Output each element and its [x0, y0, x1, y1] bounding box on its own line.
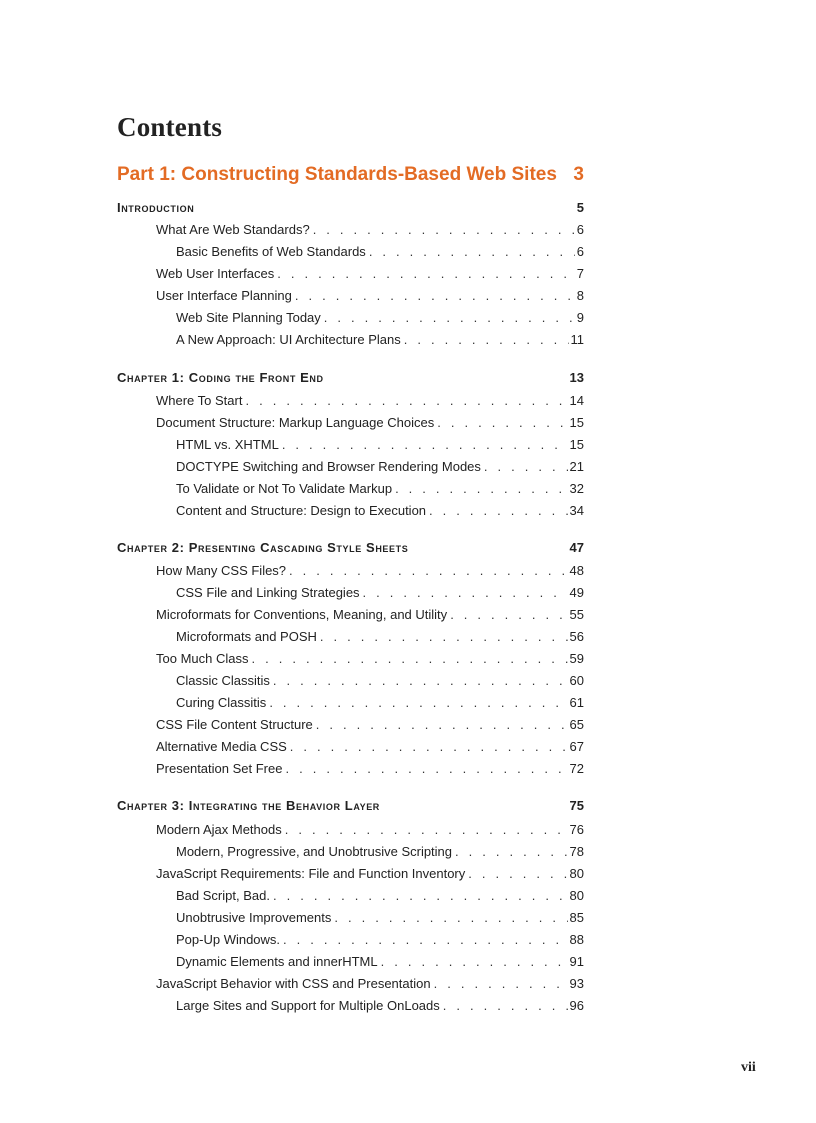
toc-entry-page: 48: [569, 563, 584, 578]
toc-entry-page: 6: [576, 244, 584, 259]
dot-leader: [363, 585, 568, 600]
section-heading-chapter-1[interactable]: [117, 370, 584, 385]
dot-leader: [437, 415, 567, 430]
toc-entry-page: 91: [569, 954, 584, 969]
toc-entry-label: Modern, Progressive, and Unobtrusive Scripting: [176, 844, 453, 859]
dot-leader: [269, 695, 567, 710]
toc-entry[interactable]: [156, 866, 584, 881]
toc-entry-page: 15: [569, 437, 584, 452]
section-title: Introduction: [117, 200, 195, 215]
toc-entry-label: Alternative Media CSS: [156, 739, 287, 754]
toc-entry-label: JavaScript Requirements: File and Function Inventory: [156, 866, 466, 881]
part-heading[interactable]: [117, 164, 584, 186]
toc-entry-page: 55: [569, 607, 584, 622]
toc-entry-page: 80: [569, 888, 584, 903]
dot-leader: [434, 976, 568, 991]
toc-entry-label: What Are Web Standards?: [156, 222, 310, 237]
dot-leader: [295, 288, 575, 303]
toc-entry[interactable]: [176, 585, 584, 600]
page-number: vii: [741, 1060, 756, 1075]
dot-leader: [484, 459, 568, 474]
part-page: 3: [573, 164, 584, 185]
section-heading-introduction[interactable]: [117, 200, 584, 215]
toc-entry[interactable]: [176, 332, 584, 347]
dot-leader: [251, 651, 567, 666]
toc-entry[interactable]: [176, 244, 584, 259]
dot-leader: [443, 998, 568, 1013]
toc-entry-page: 34: [569, 503, 584, 518]
section-page: 47: [569, 540, 584, 555]
toc-entry-label: Basic Benefits of Web Standards: [176, 244, 366, 259]
toc-entry-label: Microformats for Conventions, Meaning, and Utility: [156, 607, 448, 622]
toc-entry[interactable]: [156, 222, 584, 237]
toc-entry-page: 96: [569, 998, 584, 1013]
toc-entry-page: 61: [569, 695, 584, 710]
toc-entry-label: Curing Classitis: [176, 695, 267, 710]
dot-leader: [290, 739, 568, 754]
toc-entry-label: To Validate or Not To Validate Markup: [176, 481, 393, 496]
toc-entry-page: 9: [576, 310, 584, 325]
toc-entry[interactable]: [176, 888, 584, 903]
dot-leader: [320, 629, 568, 644]
toc-entry-page: 8: [576, 288, 584, 303]
toc-entry[interactable]: [156, 288, 584, 303]
toc-entry[interactable]: [156, 415, 584, 430]
section-title: Chapter 1: Coding the Front End: [117, 370, 324, 385]
toc-entry[interactable]: [176, 629, 584, 644]
page-title: Contents: [117, 112, 223, 142]
toc-entry[interactable]: [156, 607, 584, 622]
toc-entry-label: Where To Start: [156, 393, 243, 408]
toc-entry-label: How Many CSS Files?: [156, 563, 287, 578]
section-page: 75: [569, 798, 584, 813]
toc-entry-label: Modern Ajax Methods: [156, 822, 282, 837]
toc-entry-page: 60: [569, 673, 584, 688]
toc-entry[interactable]: [156, 563, 584, 578]
toc-entry[interactable]: [156, 976, 584, 991]
section-title: Chapter 3: Integrating the Behavior Layer: [117, 798, 380, 813]
toc-entry-label: Pop-Up Windows.: [176, 932, 281, 947]
toc-entry[interactable]: [176, 954, 584, 969]
dot-leader: [395, 481, 567, 496]
section-page: 5: [576, 200, 584, 215]
dot-leader: [277, 266, 575, 281]
toc-entry-page: 56: [569, 629, 584, 644]
dot-leader: [468, 866, 567, 881]
toc-entry-page: 80: [569, 866, 584, 881]
toc-entry-label: Web Site Planning Today: [176, 310, 321, 325]
section-page: 13: [569, 370, 584, 385]
dot-leader: [245, 393, 567, 408]
toc-entry-label: JavaScript Behavior with CSS and Presentation: [156, 976, 431, 991]
toc-entry-page: 32: [569, 481, 584, 496]
toc-entry-label: DOCTYPE Switching and Browser Rendering Modes: [176, 459, 481, 474]
toc-entry-page: 7: [576, 266, 584, 281]
toc-entry[interactable]: [176, 481, 584, 496]
toc-entry[interactable]: [176, 310, 584, 325]
toc-entry-page: 78: [569, 844, 584, 859]
dot-leader: [324, 310, 575, 325]
toc-entry-page: 49: [569, 585, 584, 600]
toc-entry[interactable]: [176, 998, 584, 1013]
toc-entry-label: Presentation Set Free: [156, 761, 283, 776]
toc-entry-label: Classic Classitis: [176, 673, 270, 688]
toc-entry-label: Unobtrusive Improvements: [176, 910, 332, 925]
toc-entry-label: Web User Interfaces: [156, 266, 275, 281]
dot-leader: [429, 503, 567, 518]
toc-entry[interactable]: [176, 844, 584, 859]
toc-entry-label: Dynamic Elements and innerHTML: [176, 954, 378, 969]
toc-entry[interactable]: [176, 459, 584, 474]
toc-entry-label: Content and Structure: Design to Execution: [176, 503, 427, 518]
toc-entry-page: 11: [570, 332, 584, 347]
dot-leader: [285, 822, 568, 837]
dot-leader: [369, 244, 575, 259]
toc-entry-label: Large Sites and Support for Multiple OnLoads: [176, 998, 440, 1013]
dot-leader: [289, 563, 567, 578]
toc-entry[interactable]: [176, 437, 584, 452]
dot-leader: [455, 844, 568, 859]
toc-entry[interactable]: [156, 393, 584, 408]
toc-entry[interactable]: [156, 822, 584, 837]
toc-entry-page: 6: [576, 222, 584, 237]
toc-entry[interactable]: [176, 910, 584, 925]
toc-entry-label: CSS File and Linking Strategies: [176, 585, 360, 600]
toc-entry[interactable]: [156, 717, 584, 732]
dot-leader: [273, 888, 568, 903]
toc-entry[interactable]: [176, 695, 584, 710]
toc-entry-page: 72: [569, 761, 584, 776]
dot-leader: [285, 761, 567, 776]
toc-entry-page: 76: [569, 822, 584, 837]
toc-entry-label: Document Structure: Markup Language Choices: [156, 415, 435, 430]
toc-entry-label: HTML vs. XHTML: [176, 437, 279, 452]
toc-entry[interactable]: [156, 739, 584, 754]
dot-leader: [273, 673, 568, 688]
toc-entry-page: 85: [569, 910, 584, 925]
toc-entry-label: User Interface Planning: [156, 288, 292, 303]
part-title: Part 1: Constructing Standards-Based Web Sites: [117, 164, 557, 185]
toc-entry-page: 67: [569, 739, 584, 754]
toc-entry-page: 21: [569, 459, 584, 474]
toc-entry-page: 59: [569, 651, 584, 666]
toc-entry-page: 93: [569, 976, 584, 991]
dot-leader: [404, 332, 569, 347]
toc-entry-label: A New Approach: UI Architecture Plans: [176, 332, 401, 347]
toc-entry-label: Too Much Class: [156, 651, 249, 666]
toc-entry[interactable]: [156, 266, 584, 281]
section-title: Chapter 2: Presenting Cascading Style Sheets: [117, 540, 409, 555]
toc-entry-page: 14: [569, 393, 584, 408]
toc-entry-label: Microformats and POSH: [176, 629, 317, 644]
toc-entry[interactable]: [156, 761, 584, 776]
toc-entry-page: 88: [569, 932, 584, 947]
dot-leader: [381, 954, 568, 969]
toc-entry[interactable]: [176, 673, 584, 688]
section-heading-chapter-2[interactable]: [117, 540, 584, 555]
dot-leader: [316, 717, 568, 732]
section-heading-chapter-3[interactable]: [117, 798, 584, 813]
dot-leader: [450, 607, 567, 622]
toc-entry-label: CSS File Content Structure: [156, 717, 313, 732]
toc-entry[interactable]: [176, 932, 584, 947]
toc-entry[interactable]: [176, 503, 584, 518]
dot-leader: [313, 222, 575, 237]
dot-leader: [282, 437, 568, 452]
toc-entry[interactable]: [156, 651, 584, 666]
toc-entry-page: 65: [569, 717, 584, 732]
toc-entry-label: Bad Script, Bad.: [176, 888, 270, 903]
toc-entry-page: 15: [569, 415, 584, 430]
dot-leader: [283, 932, 567, 947]
dot-leader: [334, 910, 567, 925]
